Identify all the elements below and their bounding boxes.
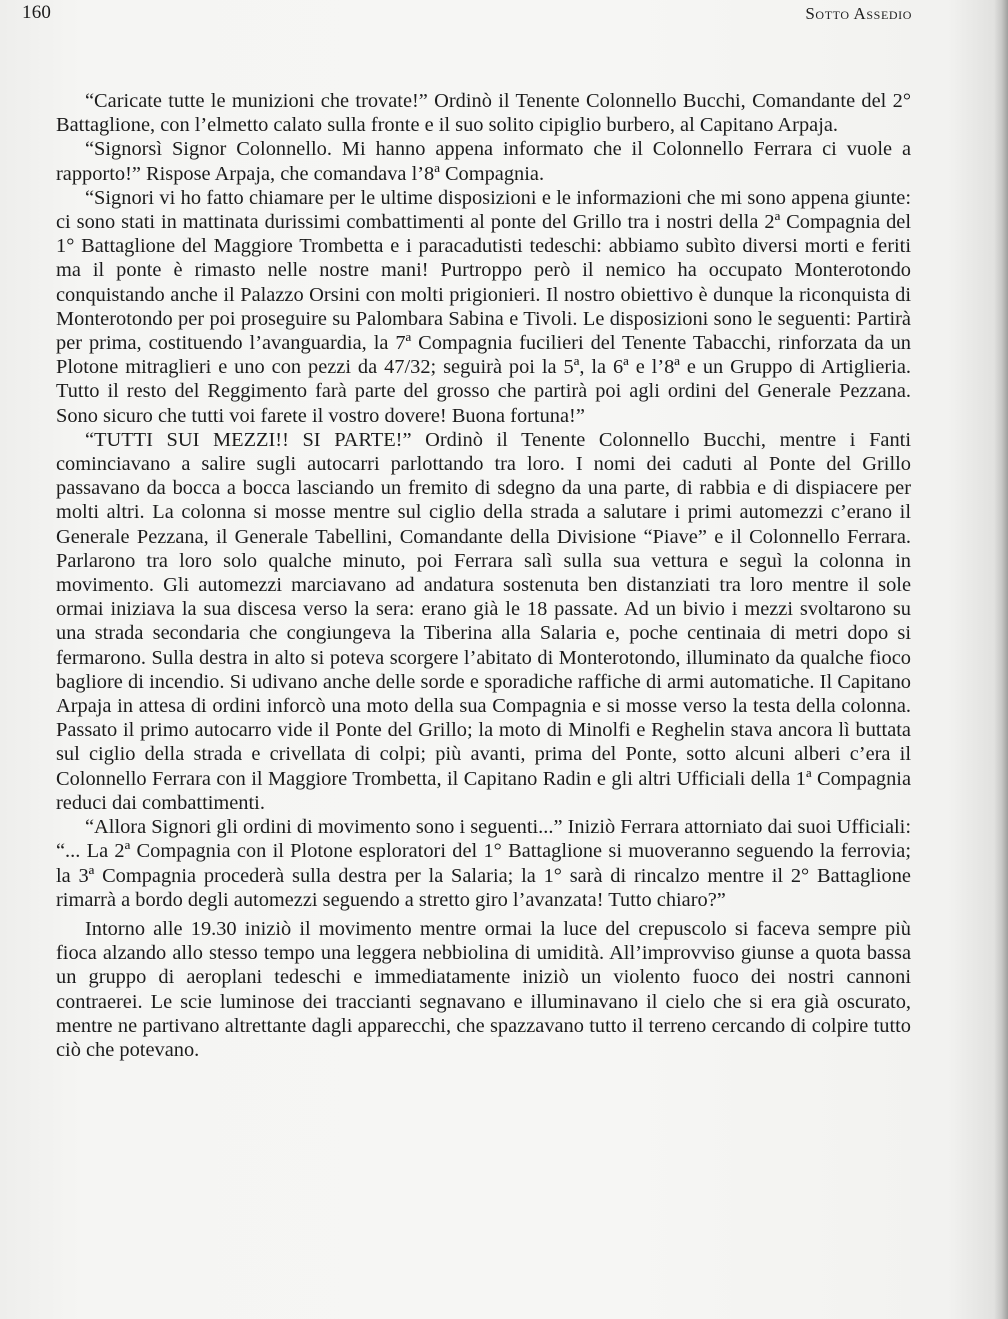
page-edge-shadow xyxy=(994,0,1008,1319)
running-head: Sotto Assedio xyxy=(805,4,912,23)
body-text xyxy=(56,89,911,1062)
paragraph: “Allora Signori gli ordini di movimento sono i seguenti...” Iniziò Ferrara attorniato dai suoi Ufficiali: “... La 2ª Compagnia con il Plotone esploratori del 1° Battaglione si muoveranno seguendo la ferrovia; la 3ª Compagnia procederà sulla destra per la Salaria; la 1° sarà di rincalzo mentre il 2° Battaglione rimarrà a bordo degli automezzi seguendo a stretto giro l’avanzata! Tutto chiaro?” xyxy=(56,816,911,911)
paragraph: “TUTTI SUI MEZZI!! SI PARTE!” Ordinò il Tenente Colonnello Bucchi, mentre i Fanti cominciavano a salire sugli autocarri parlottando tra loro. I nomi dei caduti al Ponte del Grillo passavano da bocca a bocca lasciando un fremito di sdegno da una parte, di rabbia e di dispiacere per molti altri. La colonna si mosse mentre sul ciglio della strada a salutare i primi automezzi c’erano il Generale Pezzana, il Generale Tabellini, Comandante della Divisione “Piave” e il Colonnello Ferrara. Parlarono tra loro solo qualche minuto, poi Ferrara salì sulla sua vettura e seguì la colonna in movimento. Gli automezzi marciavano ad andatura sostenuta ben distanziati tra loro mentre il sole ormai iniziava la sua discesa verso la sera: erano già le 18 passate. Ad un bivio i mezzi svoltarono su una strada secondaria che congiungeva la Tiberina alla Salaria e, poche centinaia di metri dopo si fermarono. Sulla destra in alto si poteva scorgere l’abitato di Monterotondo, illuminato da qualche fioco bagliore di incendio. Si udivano anche delle sorde e sporadiche raffiche di armi automatiche. Il Capitano Arpaja in attesa di ordini inforcò una moto della sua Compagnia e si mosse verso la testa della colonna. Passato il primo autocarro vide il Ponte del Grillo; la moto di Minolfi e Reghelin stava ancora lì buttata sul ciglio della strada e crivellata di colpi; più avanti, prima del Ponte, sotto alcuni alberi c’era il Colonnello Ferrara con il Maggiore Trombetta, il Capitano Radin e gli altri Ufficiali della 1ª Compagnia reduci dai combattimenti. xyxy=(56,428,911,814)
paragraph: “Signorsì Signor Colonnello. Mi hanno appena informato che il Colonnello Ferrara ci vuole a rapporto!” Rispose Arpaja, che comandava l’8ª Compagnia. xyxy=(56,138,911,185)
paragraph: “Caricate tutte le munizioni che trovate!” Ordinò il Tenente Colonnello Bucchi, Comandante del 2° Battaglione, con l’elmetto calato sulla fronte e il suo solito cipiglio burbero, al Capitano Arpaja. xyxy=(56,90,911,137)
page-number: 160 xyxy=(22,2,52,23)
paragraph: “Signori vi ho fatto chiamare per le ultime disposizioni e le informazioni che mi sono appena giunte: ci sono stati in mattinata durissimi combattimenti al ponte del Grillo tra i nostri della 2ª Compagnia del 1° Battaglione del Maggiore Trombetta e i paracadutisti tedeschi: abbiamo subìto diversi morti e feriti ma il ponte è rimasto nelle nostre mani! Purtroppo però il nemico ha occupato Monterotondo conquistando anche il Palazzo Orsini con molti prigionieri. Il nostro obiettivo è dunque la riconquista di Monterotondo per poi proseguire su Palombara Sabina e Tivoli. Le disposizioni sono le seguenti: Partirà per prima, costituendo l’avanguardia, la 7ª Compagnia fucilieri del Tenente Tabacchi, rinforzata da un Plotone mitraglieri e uno con pezzi da 47/32; seguirà poi la 5ª, la 6ª e l’8ª e un Gruppo di Artiglieria. Tutto il resto del Reggimento farà parte del grosso che partirà poi agli ordini del Generale Pezzana. Sono sicuro che tutti voi farete il vostro dovere! Buona fortuna!” xyxy=(56,186,911,427)
paragraph: Intorno alle 19.30 iniziò il movimento mentre ormai la luce del crepuscolo si faceva sempre più fioca alzando allo stesso tempo una leggera nebbiolina di umidità. All’improvviso giunse a quota bassa un gruppo di aeroplani tedeschi e immediatamente iniziò un violento fuoco dei nostri cannoni contraerei. Le scie luminose dei traccianti segnavano e illuminavano il cielo che si era già oscurato, mentre ne partivano altrettante dagli apparecchi, che spazzavano tutto il terreno cercando di colpire tutto ciò che potevano. xyxy=(56,917,911,1061)
